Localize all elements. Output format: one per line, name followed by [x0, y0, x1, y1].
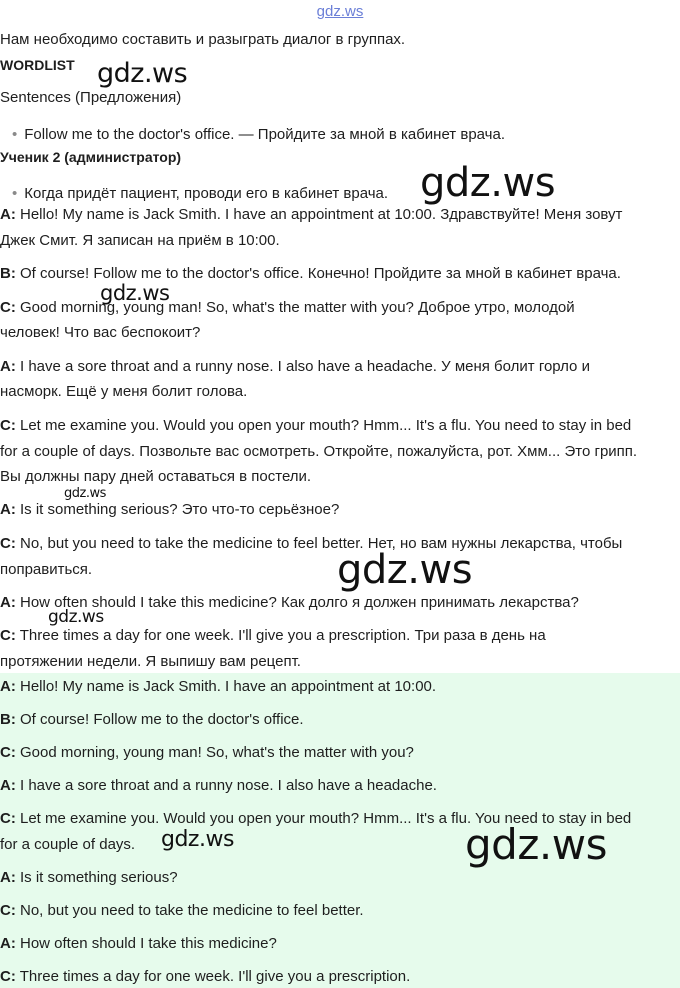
bullet-text: Когда придёт пациент, проводи его в кабинет врача. [24, 185, 389, 202]
dialog-text: Let me examine you. Would you open your mouth? Hmm... It's a flu. You need to stay in bed [20, 417, 632, 434]
speaker-label: C: [0, 810, 16, 827]
speaker-label: B: [0, 265, 16, 282]
dialog-line [0, 626, 546, 646]
dialog-text: Is it something serious? [20, 869, 178, 886]
dialog-line [0, 743, 414, 763]
wordlist-heading: WORDLIST [0, 57, 75, 73]
dialog-line-cont: насморк. Ещё у меня болит голова. [0, 383, 248, 400]
dialog-line [0, 868, 178, 888]
speaker-label: A: [0, 501, 16, 518]
speaker-label: C: [0, 902, 16, 919]
speaker-label: C: [0, 299, 16, 316]
dialog-text: Is it something serious? Это что-то серьёзное? [20, 501, 340, 518]
dialog-line-cont: for a couple of days. Позвольте вас осмотреть. Откройте, пожалуйста, рот. Хмм... Это грипп. [0, 443, 638, 460]
speaker-label: B: [0, 711, 16, 728]
dialog-text: Hello! My name is Jack Smith. I have an appointment at 10:00. Здравствуйте! Меня зовут [20, 206, 623, 223]
dialog-line [0, 534, 622, 554]
speaker-label: A: [0, 869, 16, 886]
dialog-line [0, 901, 364, 921]
dialog-line-cont: поправиться. [0, 561, 93, 578]
watermark: gdz.ws [100, 281, 170, 305]
student-2-heading: Ученик 2 (администратор) [0, 149, 182, 165]
speaker-label: A: [0, 678, 16, 695]
dialog-text: I have a sore throat and a runny nose. I also have a headache. У меня болит горло и [20, 358, 590, 375]
speaker-label: A: [0, 594, 16, 611]
watermark: gdz.ws [64, 486, 106, 501]
speaker-label: A: [0, 935, 16, 952]
bullet-item [12, 125, 505, 145]
dialog-line [0, 776, 437, 796]
dialog-line-cont: человек! Что вас беспокоит? [0, 324, 201, 341]
speaker-label: A: [0, 358, 16, 375]
speaker-label: C: [0, 744, 16, 761]
dialog-line [0, 500, 339, 520]
sentences-label: Sentences (Предложения) [0, 89, 182, 106]
dialog-line [0, 357, 590, 377]
speaker-label: A: [0, 777, 16, 794]
dialog-line-cont: Джек Смит. Я записан на приём в 10:00. [0, 232, 280, 249]
speaker-label: C: [0, 627, 16, 644]
dialog-line [0, 677, 436, 697]
watermark: gdz.ws [161, 827, 234, 852]
dialog-line [0, 934, 277, 954]
dialog-line [0, 205, 622, 225]
dialog-text: Of course! Follow me to the doctor's office. [20, 711, 304, 728]
dialog-text: How often should I take this medicine? [20, 935, 277, 952]
watermark: gdz.ws [97, 58, 188, 89]
dialog-text: Hello! My name is Jack Smith. I have an appointment at 10:00. [20, 678, 437, 695]
dialog-text: Three times a day for one week. I'll give you a prescription. [19, 968, 411, 985]
watermark: gdz.ws [48, 607, 104, 627]
intro-text: Нам необходимо составить и разыграть диалог в группах. [0, 31, 406, 48]
dialog-line [0, 416, 631, 436]
speaker-label: C: [0, 968, 16, 985]
speaker-label: C: [0, 535, 16, 552]
dialog-line-cont: протяжении недели. Я выпишу вам рецепт. [0, 653, 301, 670]
bullet-text: Follow me to the doctor's office. — Пройдите за мной в кабинет врача. [24, 126, 505, 143]
dialog-text: Good morning, young man! So, what's the matter with you? [20, 744, 414, 761]
dialog-text: Good morning, young man! So, what's the matter with you? Доброе утро, молодой [20, 299, 575, 316]
site-link[interactable]: gdz.ws [316, 3, 364, 20]
dialog-text: I have a sore throat and a runny nose. I also have a headache. [20, 777, 437, 794]
dialog-line [0, 264, 621, 284]
bullet-item [12, 184, 388, 204]
watermark: gdz.ws [337, 547, 473, 593]
dialog-text: Of course! Follow me to the doctor's office. Конечно! Пройдите за мной в кабинет врача. [20, 265, 621, 282]
dialog-text: No, but you need to take the medicine to feel better. Нет, но вам нужны лекарства, чтобы [20, 535, 623, 552]
dialog-text: How often should I take this medicine? Как долго я должен принимать лекарства? [20, 594, 579, 611]
dialog-line-cont: for a couple of days. [0, 836, 136, 853]
watermark: gdz.ws [465, 820, 607, 869]
dialog-text: Let me examine you. Would you open your mouth? Hmm... It's a flu. You need to stay in bed [20, 810, 632, 827]
dialog-text: Three times a day for one week. I'll give you a prescription. Три раза в день на [19, 627, 546, 644]
dialog-line [0, 710, 304, 730]
dialog-line [0, 298, 575, 318]
speaker-label: A: [0, 206, 16, 223]
dialog-line-cont: Вы должны пару дней оставаться в постели. [0, 468, 312, 485]
dialog-text: No, but you need to take the medicine to feel better. [20, 902, 364, 919]
speaker-label: C: [0, 417, 16, 434]
dialog-line [0, 967, 410, 987]
watermark: gdz.ws [420, 160, 556, 206]
